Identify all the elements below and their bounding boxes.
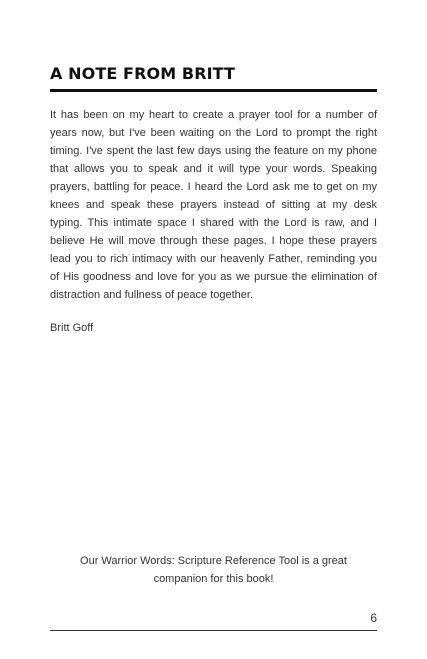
heading-underline (50, 89, 377, 92)
section-heading: A NOTE FROM BRITT (50, 64, 236, 83)
author-signature: Britt Goff (50, 322, 94, 334)
companion-book-note: Our Warrior Words: Scripture Reference Tool is a great companion for this book! (80, 555, 347, 585)
note-body-paragraph: It has been on my heart to create a prayer tool for a number of years now, but I've been waiting on the Lord to prompt the right timing. I've spent the last few days using the feature on my phone that allows you to speak and it will type your words. Speaking prayers, battling for peace. I heard the Lord ask me to get on my knees and speak these prayers instead of sitting at my desk typing. This intimate space I shared with the Lord is raw, and I believe He will move through these pages. I hope these prayers lead you to rich intimacy with our heavenly Father, reminding you of His goodness and love for you as we pursue the elimination of distraction and fullness of peace together. (50, 109, 377, 301)
footer-rule (50, 630, 377, 631)
page-number: 6 (370, 611, 377, 625)
